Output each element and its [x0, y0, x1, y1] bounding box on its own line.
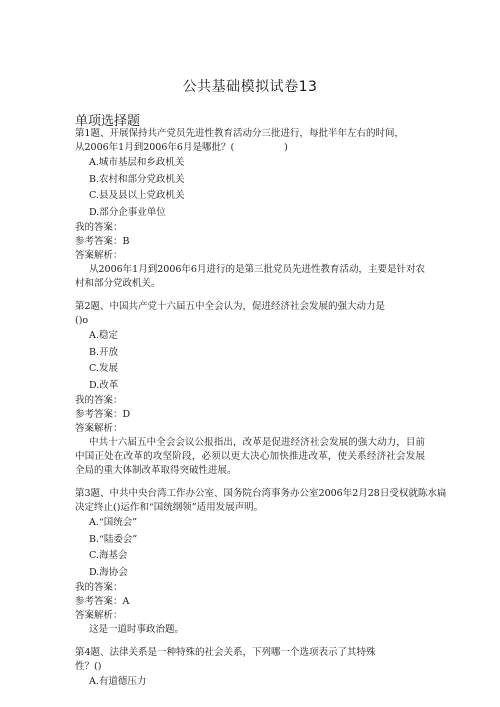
option-a: A.城市基层和乡政机关: [89, 157, 185, 168]
my-answer-label: 我的答案：: [75, 395, 123, 406]
question-text-line: 决定终止()运作和“国统纲领”适用发展声明。: [75, 502, 264, 513]
reference-answer: 参考答案：A: [75, 596, 130, 607]
section-heading: 单项选择题: [75, 114, 141, 129]
analysis-text: 中共十六届五中全会会议公报指出，改革是促进经济社会发展的强大动力，目前中国正处在改革的攻坚阶段，必须以更大决心加快推进改革，使关系经济社会发展全局的重大体制改革取得突破性进展。: [75, 437, 425, 476]
question-text-line: 第2题、中国共产党十六届五中全会认为，促进经济社会发展的强大动力是: [75, 301, 386, 312]
question-text-line: ()o: [75, 315, 89, 326]
options-list: [75, 328, 425, 394]
question-4: [75, 646, 425, 691]
option-a: A.“国统会”: [89, 517, 138, 528]
question-2: [75, 300, 425, 478]
my-answer-label: 我的答案：: [75, 222, 123, 233]
option-c: C.县及县以上党政机关: [89, 190, 185, 201]
option-d: D.部分企事业单位: [89, 206, 166, 218]
question-3: [75, 487, 447, 637]
options-list: [75, 674, 425, 691]
analysis-label: 答案解析：: [75, 250, 123, 261]
option-a: A.有道德压力: [89, 676, 147, 687]
option-b: B.“陆委会”: [89, 533, 138, 545]
question-text-line: 性？(): [75, 661, 102, 672]
question-text-line: 第4题、法律关系是一种特殊的社会关系，下列哪一个选项表示了其特殊: [75, 647, 376, 658]
question-text-line: 第3题、中共中央台湾工作办公室、国务院台湾事务办公室2006年2月28日受权就陈水扁: [75, 488, 447, 499]
option-a: A.稳定: [89, 330, 118, 341]
questions-list: [75, 127, 447, 700]
analysis-text: 从2006年1月到2006年6月进行的是第三批党员先进性教育活动，主要是针对农村和部分党政机关。: [75, 264, 425, 289]
options-list: [75, 155, 425, 221]
option-b: B.农村和部分党政机关: [89, 173, 185, 185]
option-c: C.海基会: [89, 550, 128, 561]
reference-answer: 参考答案：D: [75, 409, 131, 420]
analysis-label: 答案解析：: [75, 610, 123, 621]
my-answer-label: 我的答案：: [75, 582, 123, 593]
option-c: C.发展: [89, 363, 118, 374]
question-paren: ): [284, 142, 288, 153]
analysis-text: 这是一道时事政治题。: [89, 624, 185, 635]
reference-answer: 参考答案：B: [75, 236, 130, 247]
options-list: [75, 515, 425, 581]
option-d: D.海协会: [89, 566, 128, 578]
question-text-line: 第1题、开展保持共产党员先进性教育活动分三批进行，每批半年左右的时间，: [75, 128, 405, 139]
analysis-label: 答案解析：: [75, 423, 123, 434]
question-1: [75, 127, 425, 291]
document-title: 公共基础模拟试卷13: [182, 79, 318, 95]
option-b: B.开放: [89, 346, 119, 358]
question-text-line: [75, 141, 425, 155]
option-d: D.改革: [89, 379, 119, 391]
question-text: 从2006年1月到2006年6月是哪批？(: [75, 142, 235, 153]
